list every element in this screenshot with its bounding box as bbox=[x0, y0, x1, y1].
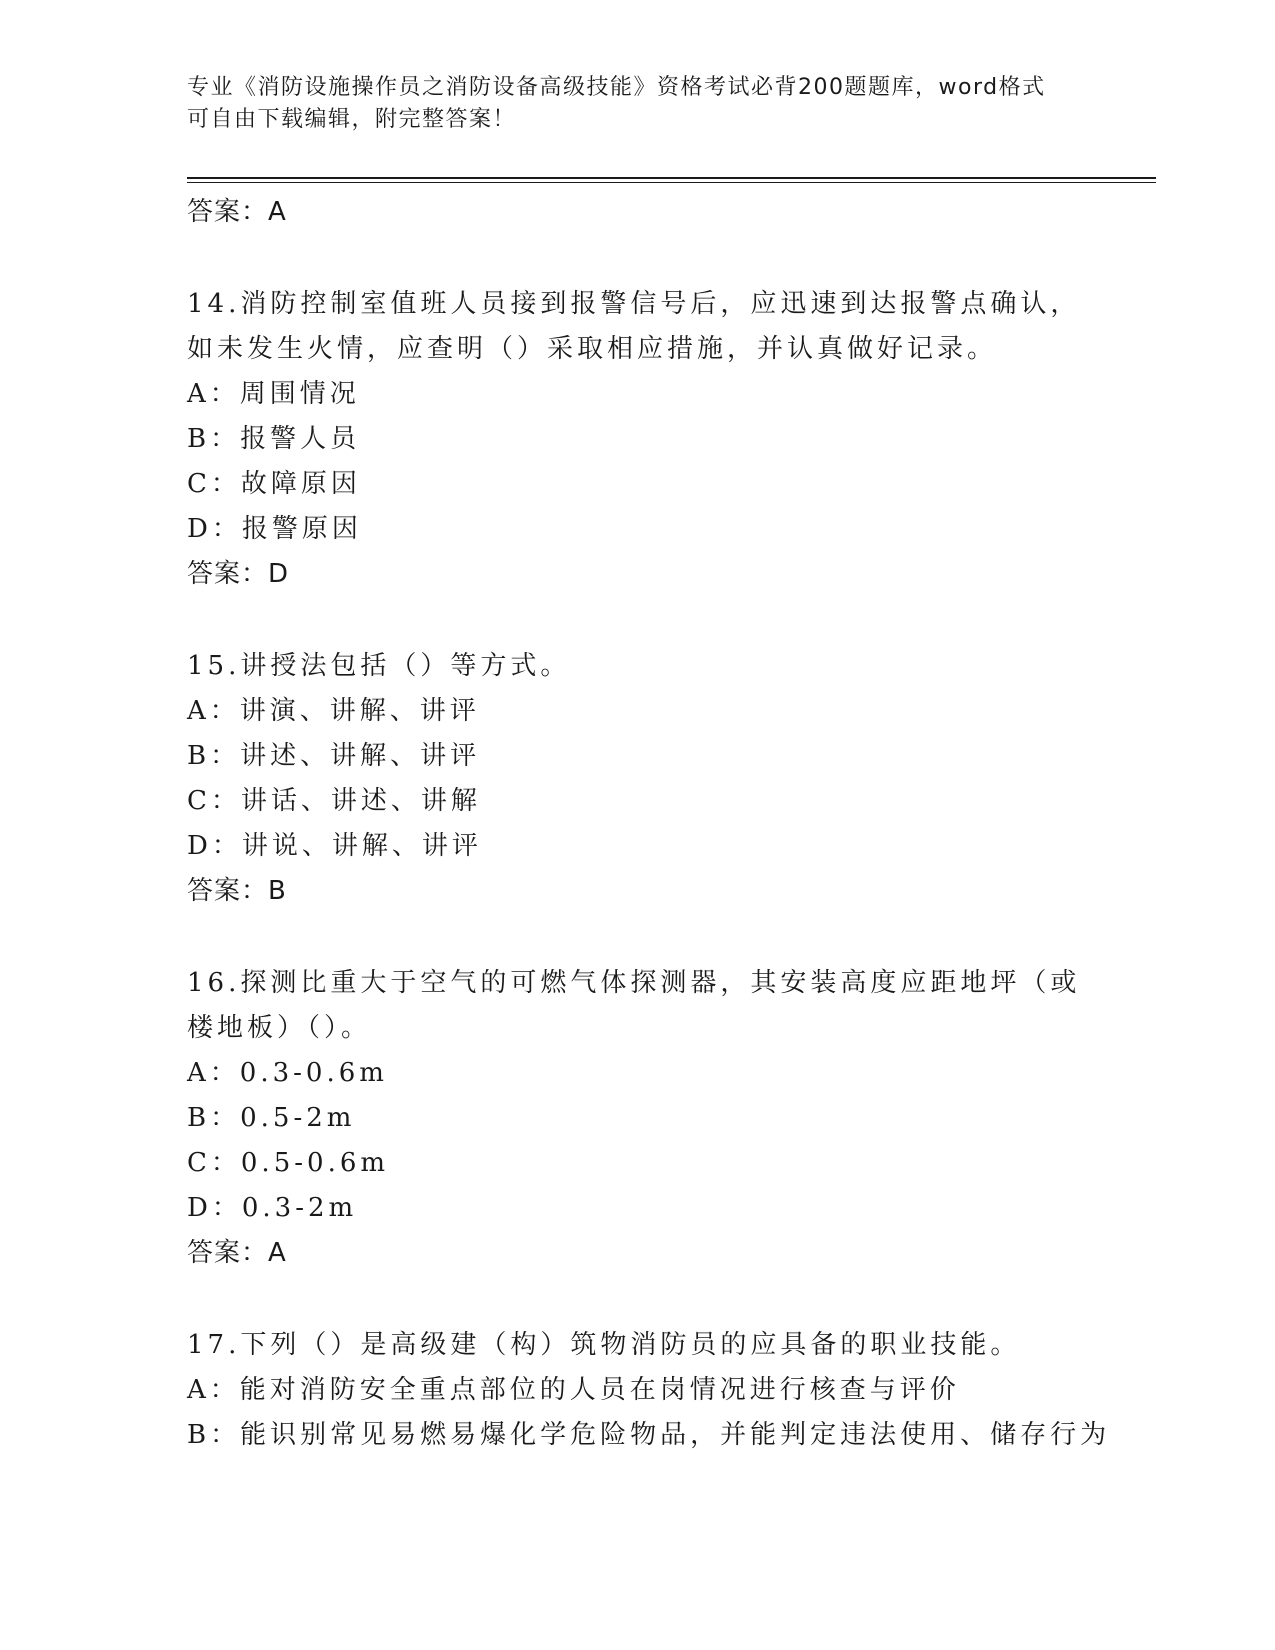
question-stem: 15.讲授法包括（）等方式。 bbox=[187, 651, 571, 681]
option-c: C：故障原因 bbox=[187, 469, 361, 499]
question-list bbox=[187, 190, 1111, 1458]
option-a: A：0.3-0.6m bbox=[187, 1058, 388, 1088]
answer-line: 答案：D bbox=[187, 559, 290, 589]
option-b: B：0.5-2m bbox=[187, 1103, 356, 1133]
option-d: D：0.3-2m bbox=[187, 1193, 358, 1223]
question-stem: 14.消防控制室值班人员接到报警信号后，应迅速到达报警点确认，如未发生火情，应查明（）采取相应措施，并认真做好记录。 bbox=[187, 289, 1081, 364]
option-a: A：周围情况 bbox=[187, 379, 360, 409]
option-c: C：0.5-0.6m bbox=[187, 1148, 390, 1178]
option-b: B：能识别常见易燃易爆化学危险物品，并能判定违法使用、储存行为 bbox=[187, 1420, 1111, 1450]
option-b: B：报警人员 bbox=[187, 424, 361, 454]
question-block bbox=[187, 961, 1087, 1276]
option-d: D：讲说、讲解、讲评 bbox=[187, 831, 482, 861]
option-a: A：能对消防安全重点部位的人员在岗情况进行核查与评价 bbox=[187, 1375, 960, 1405]
option-c: C：讲话、讲述、讲解 bbox=[187, 786, 481, 816]
option-a: A：讲演、讲解、讲评 bbox=[187, 696, 480, 726]
document-header: 专业《消防设施操作员之消防设备高级技能》资格考试必背200题题库，word格式可自由下载编辑，附完整答案！ bbox=[187, 75, 1046, 132]
header-divider-thin bbox=[187, 182, 1156, 183]
question-stem: 17.下列（）是高级建（构）筑物消防员的应具备的职业技能。 bbox=[187, 1330, 1021, 1360]
header-divider-thick bbox=[187, 177, 1156, 179]
question-block bbox=[187, 282, 1087, 597]
option-b: B：讲述、讲解、讲评 bbox=[187, 741, 481, 771]
question-block bbox=[187, 1323, 1111, 1458]
question-stem: 16.探测比重大于空气的可燃气体探测器，其安装高度应距地坪（或楼地板）（）。 bbox=[187, 968, 1081, 1043]
answer-line: 答案：A bbox=[187, 1238, 287, 1268]
answer-line: 答案：A bbox=[187, 197, 287, 227]
question-block bbox=[187, 644, 1087, 914]
option-d: D：报警原因 bbox=[187, 514, 362, 544]
answer-line: 答案：B bbox=[187, 876, 287, 906]
